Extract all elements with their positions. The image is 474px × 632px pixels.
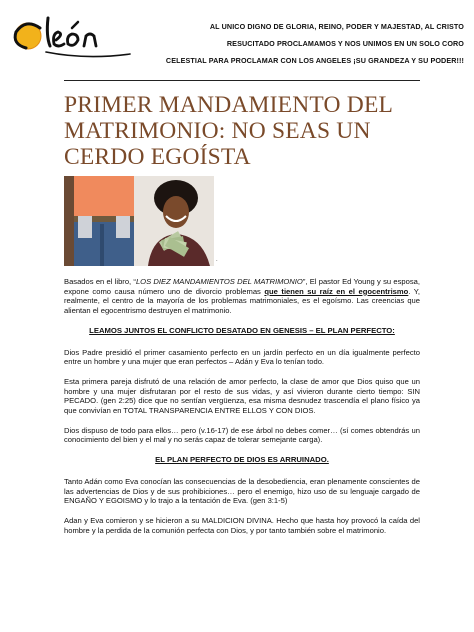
header-divider (64, 80, 420, 81)
header-motto (108, 22, 464, 65)
header-line-1: AL UNICO DIGNO DE GLORIA, REINO, PODER Y MAJESTAD, AL CRISTO (209, 22, 464, 31)
book-title: LOS DIEZ MANDAMIENTOS DEL MATRIMONIO (135, 277, 303, 286)
photo-illustration (64, 176, 214, 266)
article-photo (64, 176, 214, 266)
header-line-3: CELESTIAL PARA PROCLAMAR CON LOS ANGELES ¡SU GRANDEZA Y SU PODER!!! (165, 56, 464, 65)
header-line-2: RESUCITADO PROCLAMAMOS Y NOS UNIMOS EN UN SOLO CORO (226, 39, 464, 48)
intro-text-a: Basados en el libro, “ (64, 277, 136, 286)
paragraph-5: Adan y Eva comieron y se hicieron a su MALDICION DIVINA. Hecho que hasta hoy provocó la caída del hombre y la perdida de la comunión perfecta con Dios, y por tanto también sobre el matrimonio. (64, 515, 420, 535)
paragraph-4: Tanto Adán como Eva conocían las consecuencias de la desobediencia, eran plenamente conscientes de las advertencias de Dios y de sus prohibiciones… pero el enemigo, hizo uso de su lenguaje cargado de ENGAÑO Y EGOISMO y lo trajo a la tentación de Eva. (gen 3:1-5) (64, 476, 420, 506)
intro-text-c: . Y, realmente, el centro de la mayoría de los problemas matrimoniales, es el egoísmo. Las creencias que alientan el egocentrismo destruyen el matrimonio. (64, 286, 420, 316)
section-heading-2: EL PLAN PERFECTO DE DIOS ES ARRUINADO. (155, 455, 329, 465)
intro-emphasis: que tienen su raíz en el egocentrismo (264, 286, 409, 296)
page-title: PRIMER MANDAMIENTO DEL MATRIMONIO: NO SEAS UN CERDO EGOÍSTA (64, 92, 393, 170)
section-heading-1: LEAMOS JUNTOS EL CONFLICTO DESATADO EN GENESIS – EL PLAN PERFECTO: (89, 325, 395, 335)
paragraph-1: Dios Padre presidió el primer casamiento perfecto en un jardín perfecto en un día igualmente perfecto entre un hombre y una mujer que eran perfectos – Adán y Eva lo tenían todo. (64, 347, 420, 367)
photo-caption: . (216, 257, 218, 263)
intro-text-b: ”, El pastor Ed Young y su esposa, expone como causa número uno de divorcio problemas (64, 277, 420, 296)
article-body (64, 277, 420, 545)
intro-paragraph (64, 277, 420, 316)
paragraph-3: Dios dispuso de todo para ellos… pero (v.16-17) de ese árbol no debes comer… (sí comes obtendrás un conocimiento del bien y el mal y no serás capaz de tolerar semejante carga). (64, 425, 420, 445)
paragraph-2: Esta primera pareja disfrutó de una relación de amor perfecto, la clase de amor que Dios quiso que un hombre y una mujer disfrutaran por el resto de sus vidas, y así vivieron durante cierto tiempo: SIN PECADO. (gen 2:25) dice que no sentían vergüenza, esa misma desnudez trascendía el plano físico ya que convivían en TOTAL TRANSPARENCIA ENTRE ELLOS Y CON DIOS. (64, 376, 420, 416)
